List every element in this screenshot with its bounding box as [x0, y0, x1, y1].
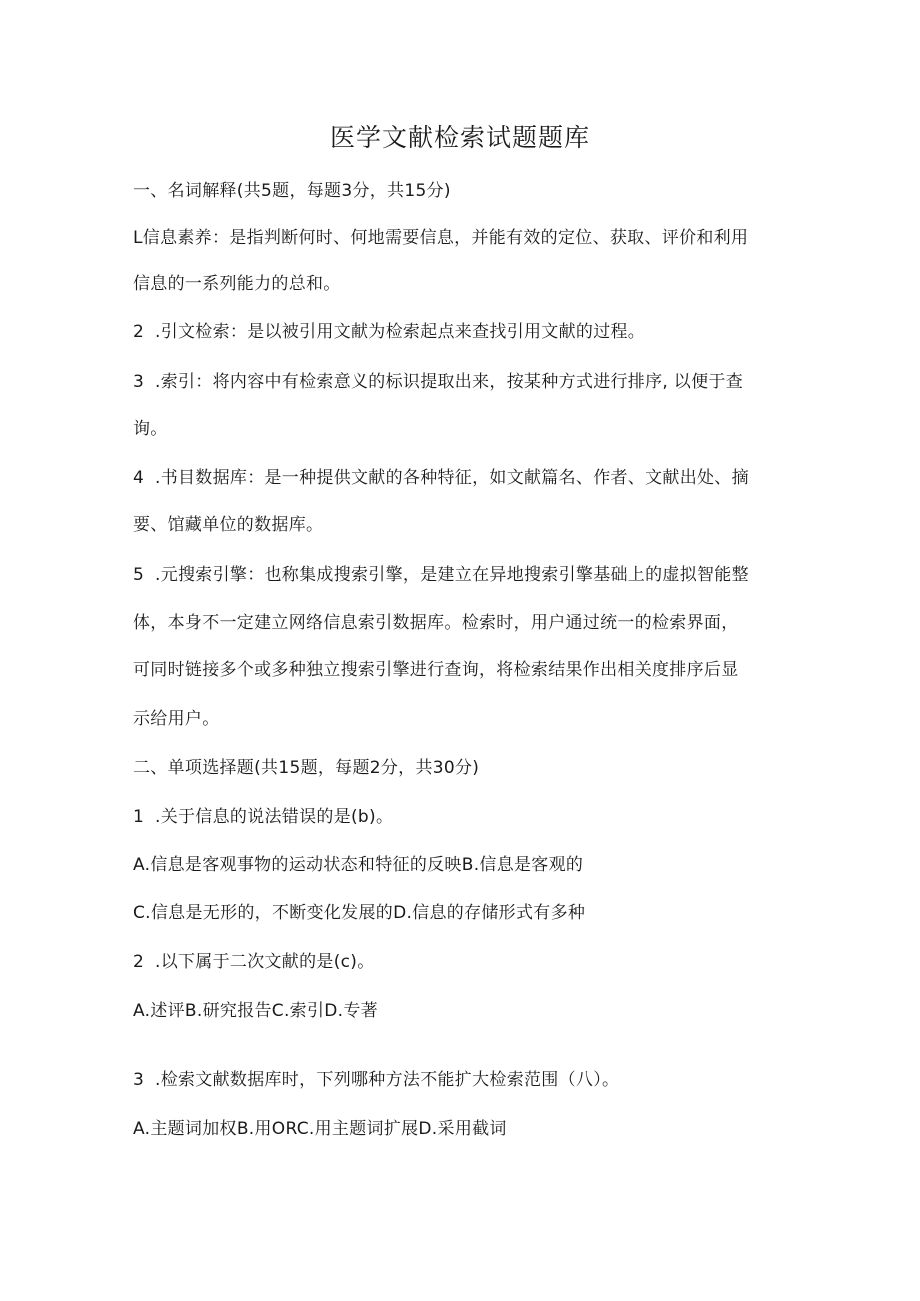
definition-3-line-2: 询。 [133, 419, 168, 439]
question-2 [133, 948, 375, 976]
item-number: 4 [133, 468, 145, 488]
definition-2 [133, 318, 645, 346]
definition-4-line-2: 要、馆藏单位的数据库。 [133, 515, 324, 535]
question-1-options-1: A.信息是客观事物的运动状态和特征的反映B.信息是客观的 [133, 855, 584, 875]
question-3 [133, 1066, 619, 1094]
item-number: 3 [133, 372, 145, 392]
item-number: 2 [133, 322, 145, 342]
definition-4-line-1: .书目数据库：是一种提供文献的各种特征，如文献篇名、作者、文献出处、摘 [155, 468, 749, 488]
question-1-stem: .关于信息的说法错误的是(b)。 [155, 807, 394, 827]
section-heading-definitions: 一、名词解释(共5题，每题3分，共15分) [133, 181, 451, 201]
definition-4 [133, 464, 749, 492]
question-number: 1 [133, 807, 145, 827]
definition-5-line-1: .元搜索引擎：也称集成搜索引擎，是建立在异地搜索引擎基础上的虚拟智能整 [155, 565, 749, 585]
section-heading-single-choice: 二、单项选择题(共15题，每题2分，共30分) [133, 758, 480, 778]
question-3-stem: .检索文献数据库时，下列哪种方法不能扩大检索范围（八）。 [155, 1070, 620, 1090]
question-number: 2 [133, 952, 145, 972]
definition-1-line-2: 信息的一系列能力的总和。 [133, 274, 341, 294]
definition-5 [133, 561, 749, 589]
item-number: 5 [133, 565, 145, 585]
question-2-stem: .以下属于二次文献的是(c)。 [155, 952, 375, 972]
question-2-options: A.述评B.研究报告C.索引D.专著 [133, 1001, 378, 1021]
question-1-options-2: C.信息是无形的，不断变化发展的D.信息的存储形式有多种 [133, 903, 586, 923]
page-title: 医学文献检索试题题库 [329, 123, 590, 152]
definition-5-line-2: 体，本身不一定建立网络信息索引数据库。检索时，用户通过统一的检索界面， [133, 613, 739, 633]
question-1 [133, 803, 393, 831]
definition-3-line-1: .索引：将内容中有检索意义的标识提取出来，按某种方式进行排序, 以便于查 [155, 372, 744, 392]
definition-5-line-3: 可同时链接多个或多种独立搜索引擎进行查询，将检索结果作出相关度排序后显 [133, 660, 739, 680]
definition-2-line-1: .引文检索：是以被引用文献为检索起点来查找引用文献的过程。 [155, 322, 646, 342]
definition-5-line-4: 示给用户。 [133, 709, 220, 729]
definition-1-line-1: L信息素养：是指判断何时、何地需要信息，并能有效的定位、获取、评价和利用 [133, 228, 749, 248]
question-number: 3 [133, 1070, 145, 1090]
question-3-options: A.主题词加权B.用ORC.用主题词扩展D.采用截词 [133, 1119, 507, 1139]
definition-3 [133, 368, 743, 396]
